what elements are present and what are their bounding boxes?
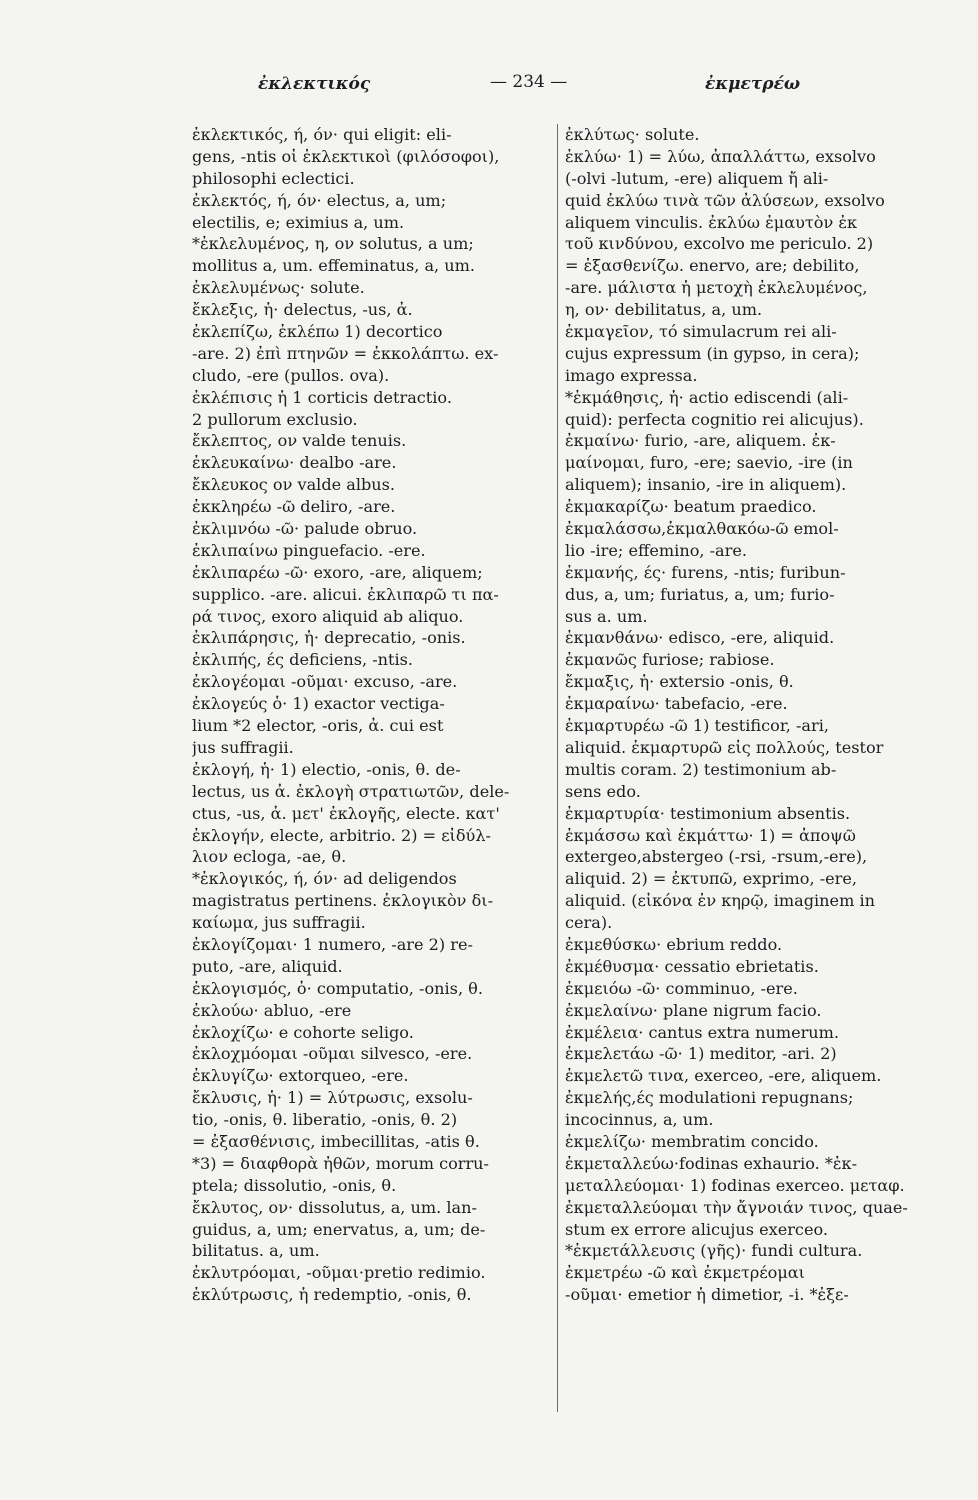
dictionary-line: ἐκμεταλλεύω·fodinas exhaurio. *ἐκ- (565, 1153, 858, 1173)
dictionary-line: quid ἐκλύω τινὰ τῶν ἀλύσεων, exsolvo (565, 190, 885, 210)
dictionary-line: dus, a, um; furiatus, a, um; furio- (565, 584, 835, 604)
dictionary-line: cujus expressum (in gypso, in cera); (565, 343, 860, 363)
dictionary-line: ἐκλύτως· solute. (565, 125, 700, 144)
dictionary-line: ἐκλοχίζω· e cohorte seligo. (192, 1022, 414, 1042)
dictionary-line: 2 pullorum exclusio. (192, 409, 358, 429)
dictionary-line: ἐκλογέομαι -οῦμαι· excuso, -are. (192, 672, 458, 692)
dictionary-line: cera). (565, 913, 613, 933)
dictionary-line: stum ex errore alicujus exerceo. (565, 1219, 828, 1239)
dictionary-line: quid): perfecta cognitio rei alicujus). (565, 409, 864, 429)
dictionary-line: ρά τινος, exoro aliquid ab aliquo. (192, 606, 464, 626)
dictionary-line: ἐκλευκαίνω· dealbo -are. (192, 453, 397, 473)
dictionary-line: *ἐκλελυμένος, η, ον solutus, a um; (192, 234, 474, 254)
dictionary-line: tio, -onis, θ. liberatio, -onis, θ. 2) (192, 1110, 458, 1130)
page-number: — 234 — (490, 72, 568, 92)
dictionary-line: ἐκλογισμός, ὁ· computatio, -onis, θ. (192, 978, 483, 998)
dictionary-line: μεταλλεύομαι· 1) fodinas exerceo. μεταφ. (565, 1175, 905, 1195)
dictionary-line: ἐκλεκτός, ή, όν· electus, a, um; (192, 190, 447, 210)
dictionary-line: ἐκλογήν, electe, arbitrio. 2) = εἰδύλ- (192, 825, 491, 845)
dictionary-line: multis coram. 2) testimonium ab- (565, 759, 837, 779)
dictionary-line: aliquid. ἐκμαρτυρῶ εἰς πολλούς, testor (565, 737, 884, 757)
dictionary-line: *ἐκμετάλλευσις (γῆς)· fundi cultura. (565, 1241, 863, 1261)
dictionary-line: ἐκμειόω -ῶ· comminuo, -ere. (565, 978, 798, 998)
dictionary-line: electilis, e; eximius a, um. (192, 212, 405, 232)
dictionary-line: ἐκλέπισις ἡ 1 corticis detractio. (192, 387, 452, 407)
header-first-entry: ἐκλεκτικός (258, 74, 371, 94)
dictionary-line: ἐκλιμνόω -ῶ· palude obruo. (192, 519, 418, 539)
dictionary-line: ἔκλυτος, ον· dissolutus, a, um. lan- (192, 1197, 477, 1217)
dictionary-line: = ἐξασθένισις, imbecillitas, -atis θ. (192, 1131, 480, 1151)
dictionary-line: -are. μάλιστα ἡ μετοχὴ ἐκλελυμένος, (565, 278, 868, 298)
dictionary-line: ἐκμεταλλεύομαι τὴν ἄγνοιάν τινος, quae- (565, 1197, 908, 1217)
dictionary-line: *ἐκμάθησις, ἡ· actio ediscendi (ali- (565, 387, 849, 407)
dictionary-line: ἔκλεπτος, ον valde tenuis. (192, 431, 407, 451)
dictionary-line: -are. 2) ἐπὶ πτηνῶν = ἐκκολάπτω. ex- (192, 343, 499, 363)
dictionary-line: ἐκμελετάω -ῶ· 1) meditor, -ari. 2) (565, 1044, 837, 1064)
dictionary-line: lium *2 elector, -oris, ἀ. cui est (192, 716, 444, 736)
dictionary-line: λιον ecloga, -ae, θ. (192, 847, 347, 867)
dictionary-line: ἐκλύτρωσις, ἡ redemptio, -onis, θ. (192, 1285, 472, 1305)
dictionary-line: ἐκμαρτυρέω -ῶ 1) testificor, -ari, (565, 716, 829, 736)
dictionary-line: aliquem); insanio, -ire in aliquem). (565, 475, 847, 495)
dictionary-line: ἐκμελίζω· membratim concido. (565, 1131, 819, 1151)
dictionary-line: ἐκμαραίνω· tabefacio, -ere. (565, 694, 788, 714)
dictionary-line: magistratus pertinens. ἐκλογικὸν δι- (192, 891, 494, 911)
dictionary-line: jus suffragii. (192, 737, 294, 757)
dictionary-line: ἐκλυγίζω· extorqueo, -ere. (192, 1066, 409, 1086)
dictionary-line: η, ον· debilitatus, a, um. (565, 300, 763, 320)
dictionary-line: ctus, -us, ἀ. μετ' ἐκλογῆς, electe. κατ' (192, 803, 500, 823)
dictionary-line: ἐκμανθάνω· edisco, -ere, aliquid. (565, 628, 835, 648)
dictionary-line: ἐκλεκτικός, ή, όν· qui eligit: eli- (192, 125, 452, 144)
left-column (192, 124, 552, 1306)
dictionary-line: ἐκμετρέω -ῶ καὶ ἐκμετρέομαι (565, 1263, 805, 1283)
dictionary-line: sus a. um. (565, 606, 648, 626)
dictionary-line: ἐκλελυμένως· solute. (192, 278, 365, 298)
dictionary-line: ἐκμανῶς furiose; rabiose. (565, 650, 775, 670)
dictionary-line: (-olvi -lutum, -ere) aliquem ἤ ali- (565, 168, 829, 188)
dictionary-line: ἐκμαρτυρία· testimonium absentis. (565, 803, 851, 823)
column-divider (557, 124, 558, 1412)
dictionary-line: ἐκμανής, ές· furens, -ntis; furibun- (565, 562, 846, 582)
right-column (565, 124, 937, 1306)
dictionary-line: ἐκμέθυσμα· cessatio ebrietatis. (565, 956, 819, 976)
dictionary-line: *3) = διαφθορὰ ἠθῶν, morum corru- (192, 1153, 489, 1173)
dictionary-line: ptela; dissolutio, -onis, θ. (192, 1175, 397, 1195)
dictionary-line: gens, -ntis οἱ ἐκλεκτικοὶ (φιλόσοφοι), (192, 146, 500, 166)
header-last-entry: ἐκμετρέω (705, 74, 801, 94)
dictionary-line: ἐκμαίνω· furio, -are, aliquem. ἐκ- (565, 431, 836, 451)
dictionary-line: καίωμα, jus suffragii. (192, 913, 366, 933)
dictionary-line: ἐκλιπής, ές deficiens, -ntis. (192, 650, 414, 670)
dictionary-line: ἐκλογή, ἡ· 1) electio, -onis, θ. de- (192, 759, 461, 779)
dictionary-line: ἐκκληρέω -ῶ deliro, -are. (192, 497, 396, 517)
dictionary-line: *ἐκλογικός, ή, όν· ad deligendos (192, 869, 457, 889)
dictionary-line: ἐκμελετῶ τινα, exerceo, -ere, aliquem. (565, 1066, 882, 1086)
dictionary-line: ἐκμακαρίζω· beatum praedico. (565, 497, 817, 517)
dictionary-line: ἐκλεπίζω, ἐκλέπω 1) decortico (192, 322, 443, 342)
dictionary-line: lectus, us ἀ. ἐκλογὴ στρατιωτῶν, dele- (192, 781, 510, 801)
dictionary-line: = ἐξασθενίζω. enervo, are; debilito, (565, 256, 860, 276)
dictionary-line: ἐκμελής,ές modulationi repugnans; (565, 1088, 854, 1108)
dictionary-line: ἔκλεξις, ἡ· delectus, -us, ἀ. (192, 300, 413, 320)
dictionary-line: imago expressa. (565, 365, 698, 385)
dictionary-line: mollitus a, um. effeminatus, a, um. (192, 256, 476, 276)
dictionary-line: incocinnus, a, um. (565, 1110, 714, 1130)
dictionary-line: ἐκμελαίνω· plane nigrum facio. (565, 1000, 822, 1020)
dictionary-line: ἐκλοχμόομαι -οῦμαι silvesco, -ere. (192, 1044, 473, 1064)
dictionary-line: ἐκμεθύσκω· ebrium reddo. (565, 934, 783, 954)
dictionary-line: puto, -are, aliquid. (192, 956, 343, 976)
dictionary-line: τοῦ κινδύνου, excolvo me periculo. 2) (565, 234, 874, 254)
dictionary-line: sens edo. (565, 781, 641, 801)
dictionary-line: ἐκλιπαίνω pinguefacio. -ere. (192, 540, 426, 560)
dictionary-line: philosophi eclectici. (192, 168, 355, 188)
dictionary-line: aliquid. 2) = ἐκτυπῶ, exprimo, -ere, (565, 869, 858, 889)
dictionary-line: cludo, -ere (pullos. ova). (192, 365, 390, 385)
dictionary-line: ἐκμαλάσσω,ἐκμαλθακόω-ῶ emol- (565, 519, 839, 539)
dictionary-line: lio -ire; effemino, -are. (565, 540, 747, 560)
dictionary-line: guidus, a, um; enervatus, a, um; de- (192, 1219, 486, 1239)
dictionary-line: ἐκλογεύς ὁ· 1) exactor vectiga- (192, 694, 445, 714)
dictionary-line: extergeo,abstergeo (-rsi, -rsum,-ere), (565, 847, 868, 867)
dictionary-line: supplico. -are. alicui. ἐκλιπαρῶ τι πα- (192, 584, 499, 604)
dictionary-line: ἐκλυτρόομαι, -οῦμαι·pretio redimio. (192, 1263, 486, 1283)
dictionary-line: ἔκλυσις, ἡ· 1) = λύτρωσις, exsolu- (192, 1088, 473, 1108)
dictionary-line: ἐκλούω· abluo, -ere (192, 1000, 352, 1020)
dictionary-line: ἔκλευκος ον valde albus. (192, 475, 396, 495)
dictionary-line: -οῦμαι· emetior ἡ dimetior, -i. *ἐξε- (565, 1285, 849, 1305)
dictionary-line: ἐκλιπάρησις, ἡ· deprecatio, -onis. (192, 628, 466, 648)
dictionary-line: ἐκλιπαρέω -ῶ· exoro, -are, aliquem; (192, 562, 483, 582)
dictionary-line: ἐκλύω· 1) = λύω, ἀπαλλάττω, exsolvo (565, 146, 876, 166)
running-header (200, 66, 860, 96)
dictionary-line: μαίνομαι, furo, -ere; saevio, -ire (in (565, 453, 853, 473)
dictionary-line: ἐκμάσσω καὶ ἐκμάττω· 1) = ἀποψῶ (565, 825, 856, 845)
dictionary-line: ἐκμέλεια· cantus extra numerum. (565, 1022, 840, 1042)
dictionary-line: aliquem vinculis. ἐκλύω ἐμαυτὸν ἐκ (565, 212, 858, 232)
dictionary-line: bilitatus. a, um. (192, 1241, 320, 1261)
dictionary-line: ἐκμαγεῖον, τό simulacrum rei ali- (565, 322, 837, 342)
dictionary-line: aliquid. (εἰκόνα ἐν κηρῷ, imaginem in (565, 891, 875, 911)
dictionary-line: ἐκλογίζομαι· 1 numero, -are 2) re- (192, 934, 473, 954)
dictionary-line: ἔκμαξις, ἡ· extersio -onis, θ. (565, 672, 794, 692)
